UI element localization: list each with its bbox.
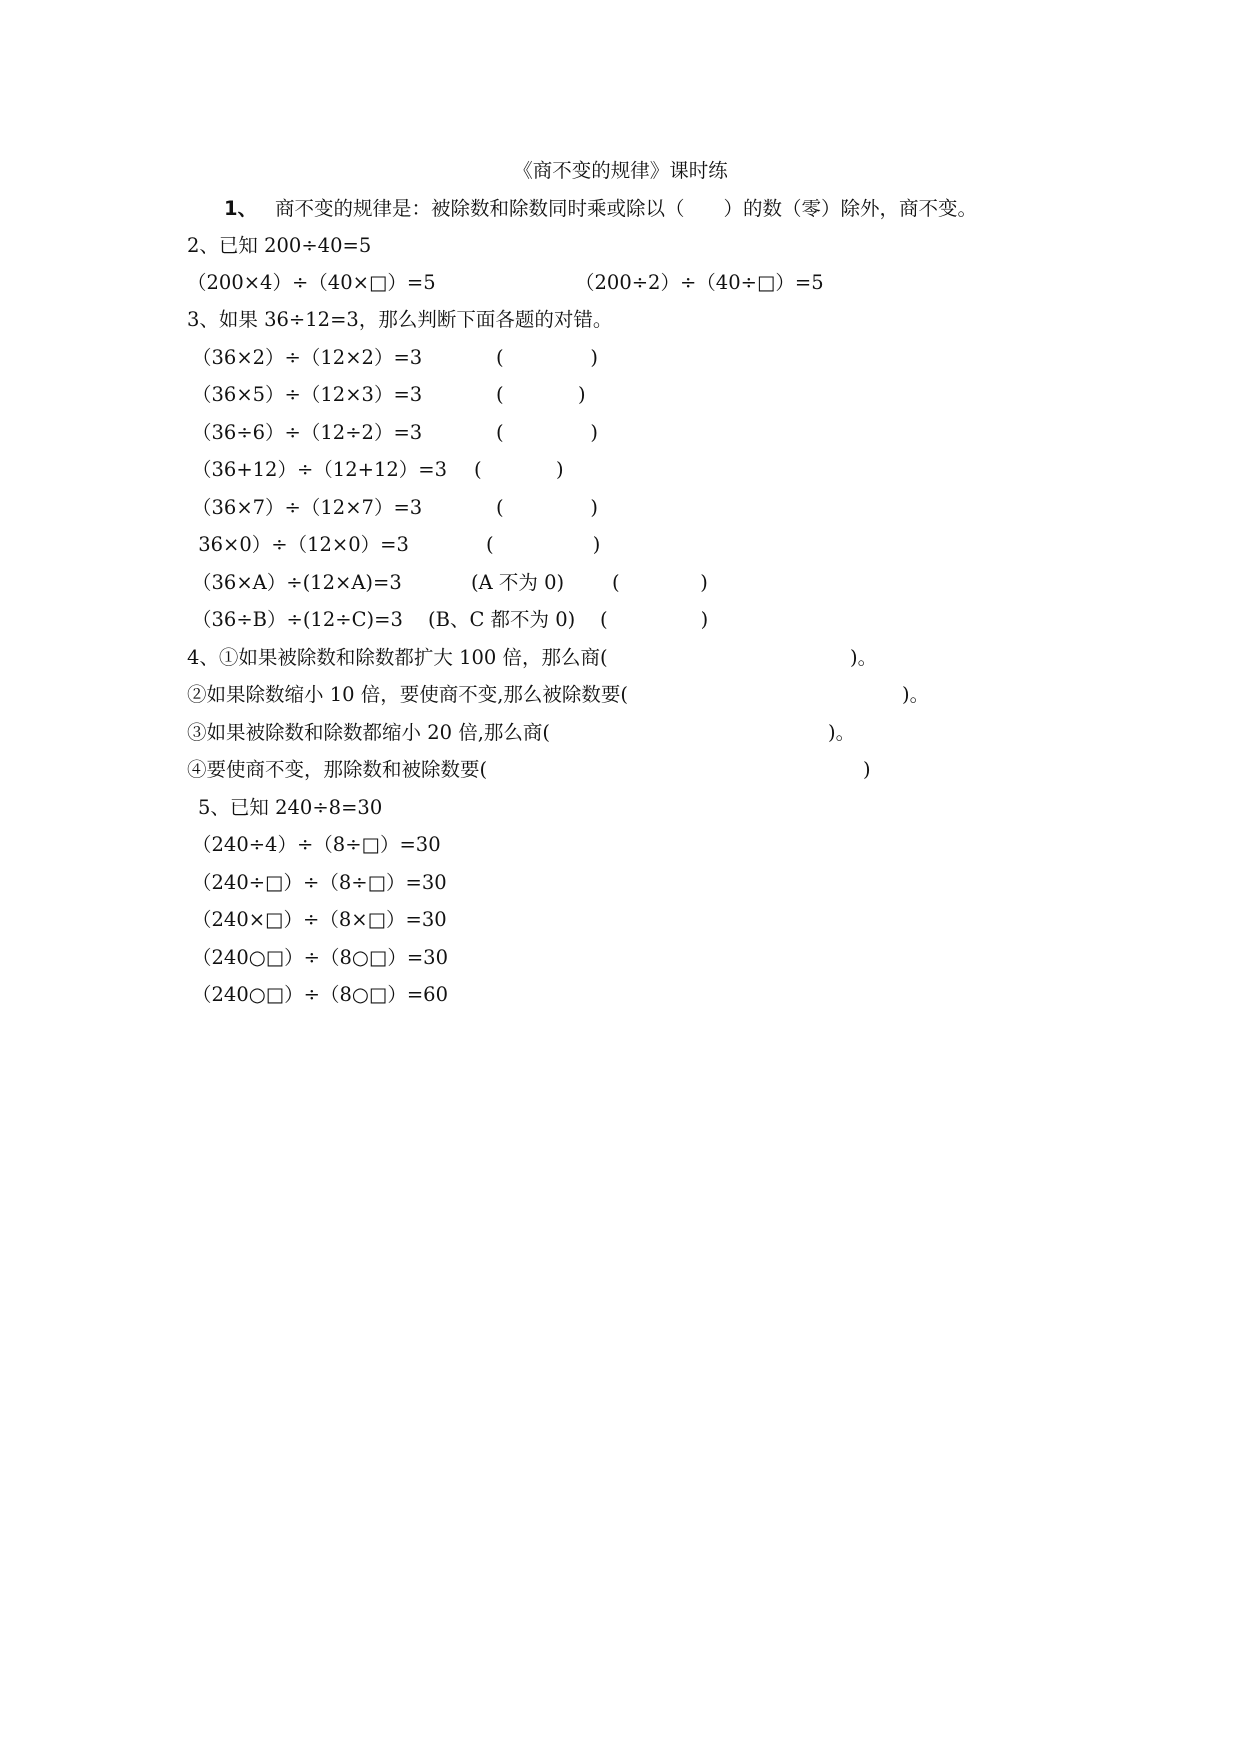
q5-expression: （240○□）÷（8○□）=30 xyxy=(192,946,448,969)
q2-right-expression: （200÷2）÷（40÷□）=5 xyxy=(575,271,824,294)
q1-number: 1、 xyxy=(224,197,258,220)
q3-expression: （36+12）÷（12+12）=3 xyxy=(192,458,448,481)
q3-answer-blank[interactable]: ( ) xyxy=(612,571,708,594)
q1-text: 商不变的规律是：被除数和除数同时乘或除以（ ）的数（零）除外，商不变。 xyxy=(275,197,978,220)
q4-text: ③如果被除数和除数都缩小 20 倍,那么商( xyxy=(187,721,551,744)
q5-expression: （240÷4）÷（8÷□）=30 xyxy=(192,833,441,856)
q4-blank-close[interactable]: )。 xyxy=(850,646,878,669)
q4-text: ②如果除数缩小 10 倍，要使商不变,那么被除数要( xyxy=(187,683,629,706)
q4-blank-close[interactable]: )。 xyxy=(828,721,856,744)
q5-header: 5、已知 240÷8=30 xyxy=(198,796,383,819)
q4-text: ④要使商不变，那除数和被除数要( xyxy=(187,758,488,781)
q2-header: 2、已知 200÷40=5 xyxy=(187,234,372,257)
q4-blank-close[interactable]: ) xyxy=(863,758,871,781)
q3-answer-blank[interactable]: ( ) xyxy=(600,608,709,631)
q3-expression: （36÷B）÷(12÷C)=3 xyxy=(192,608,403,631)
q3-expression: （36×7）÷（12×7）=3 xyxy=(192,496,423,519)
q3-answer-blank[interactable]: ( ) xyxy=(486,533,601,556)
q2-left-expression: （200×4）÷（40×□）=5 xyxy=(187,271,436,294)
q3-expression: （36÷6）÷（12÷2）=3 xyxy=(192,421,423,444)
q4-blank-close[interactable]: )。 xyxy=(902,683,930,706)
q4-text: 4、①如果被除数和除数都扩大 100 倍，那么商( xyxy=(187,646,608,669)
q3-answer-blank[interactable]: ( ) xyxy=(474,458,564,481)
q3-header: 3、如果 36÷12=3，那么判断下面各题的对错。 xyxy=(187,308,613,331)
q5-expression: （240○□）÷（8○□）=60 xyxy=(192,983,448,1006)
q3-expression: 36×0）÷（12×0）=3 xyxy=(192,533,409,556)
q3-answer-blank[interactable]: ( ) xyxy=(496,421,598,444)
q3-answer-blank[interactable]: ( ) xyxy=(496,383,586,406)
q3-answer-blank[interactable]: ( ) xyxy=(496,496,598,519)
q5-expression: （240÷□）÷（8÷□）=30 xyxy=(192,871,447,894)
worksheet-title: 《商不变的规律》课时练 xyxy=(513,159,728,182)
q3-condition-note: (A 不为 0) xyxy=(471,571,565,594)
q3-expression: （36×A）÷(12×A)=3 xyxy=(192,571,402,594)
q3-expression: （36×2）÷（12×2）=3 xyxy=(192,346,423,369)
q3-answer-blank[interactable]: ( ) xyxy=(496,346,598,369)
q3-condition-note: (B、C 都不为 0) xyxy=(428,608,576,631)
q3-expression: （36×5）÷（12×3）=3 xyxy=(192,383,423,406)
q5-expression: （240×□）÷（8×□）=30 xyxy=(192,908,447,931)
